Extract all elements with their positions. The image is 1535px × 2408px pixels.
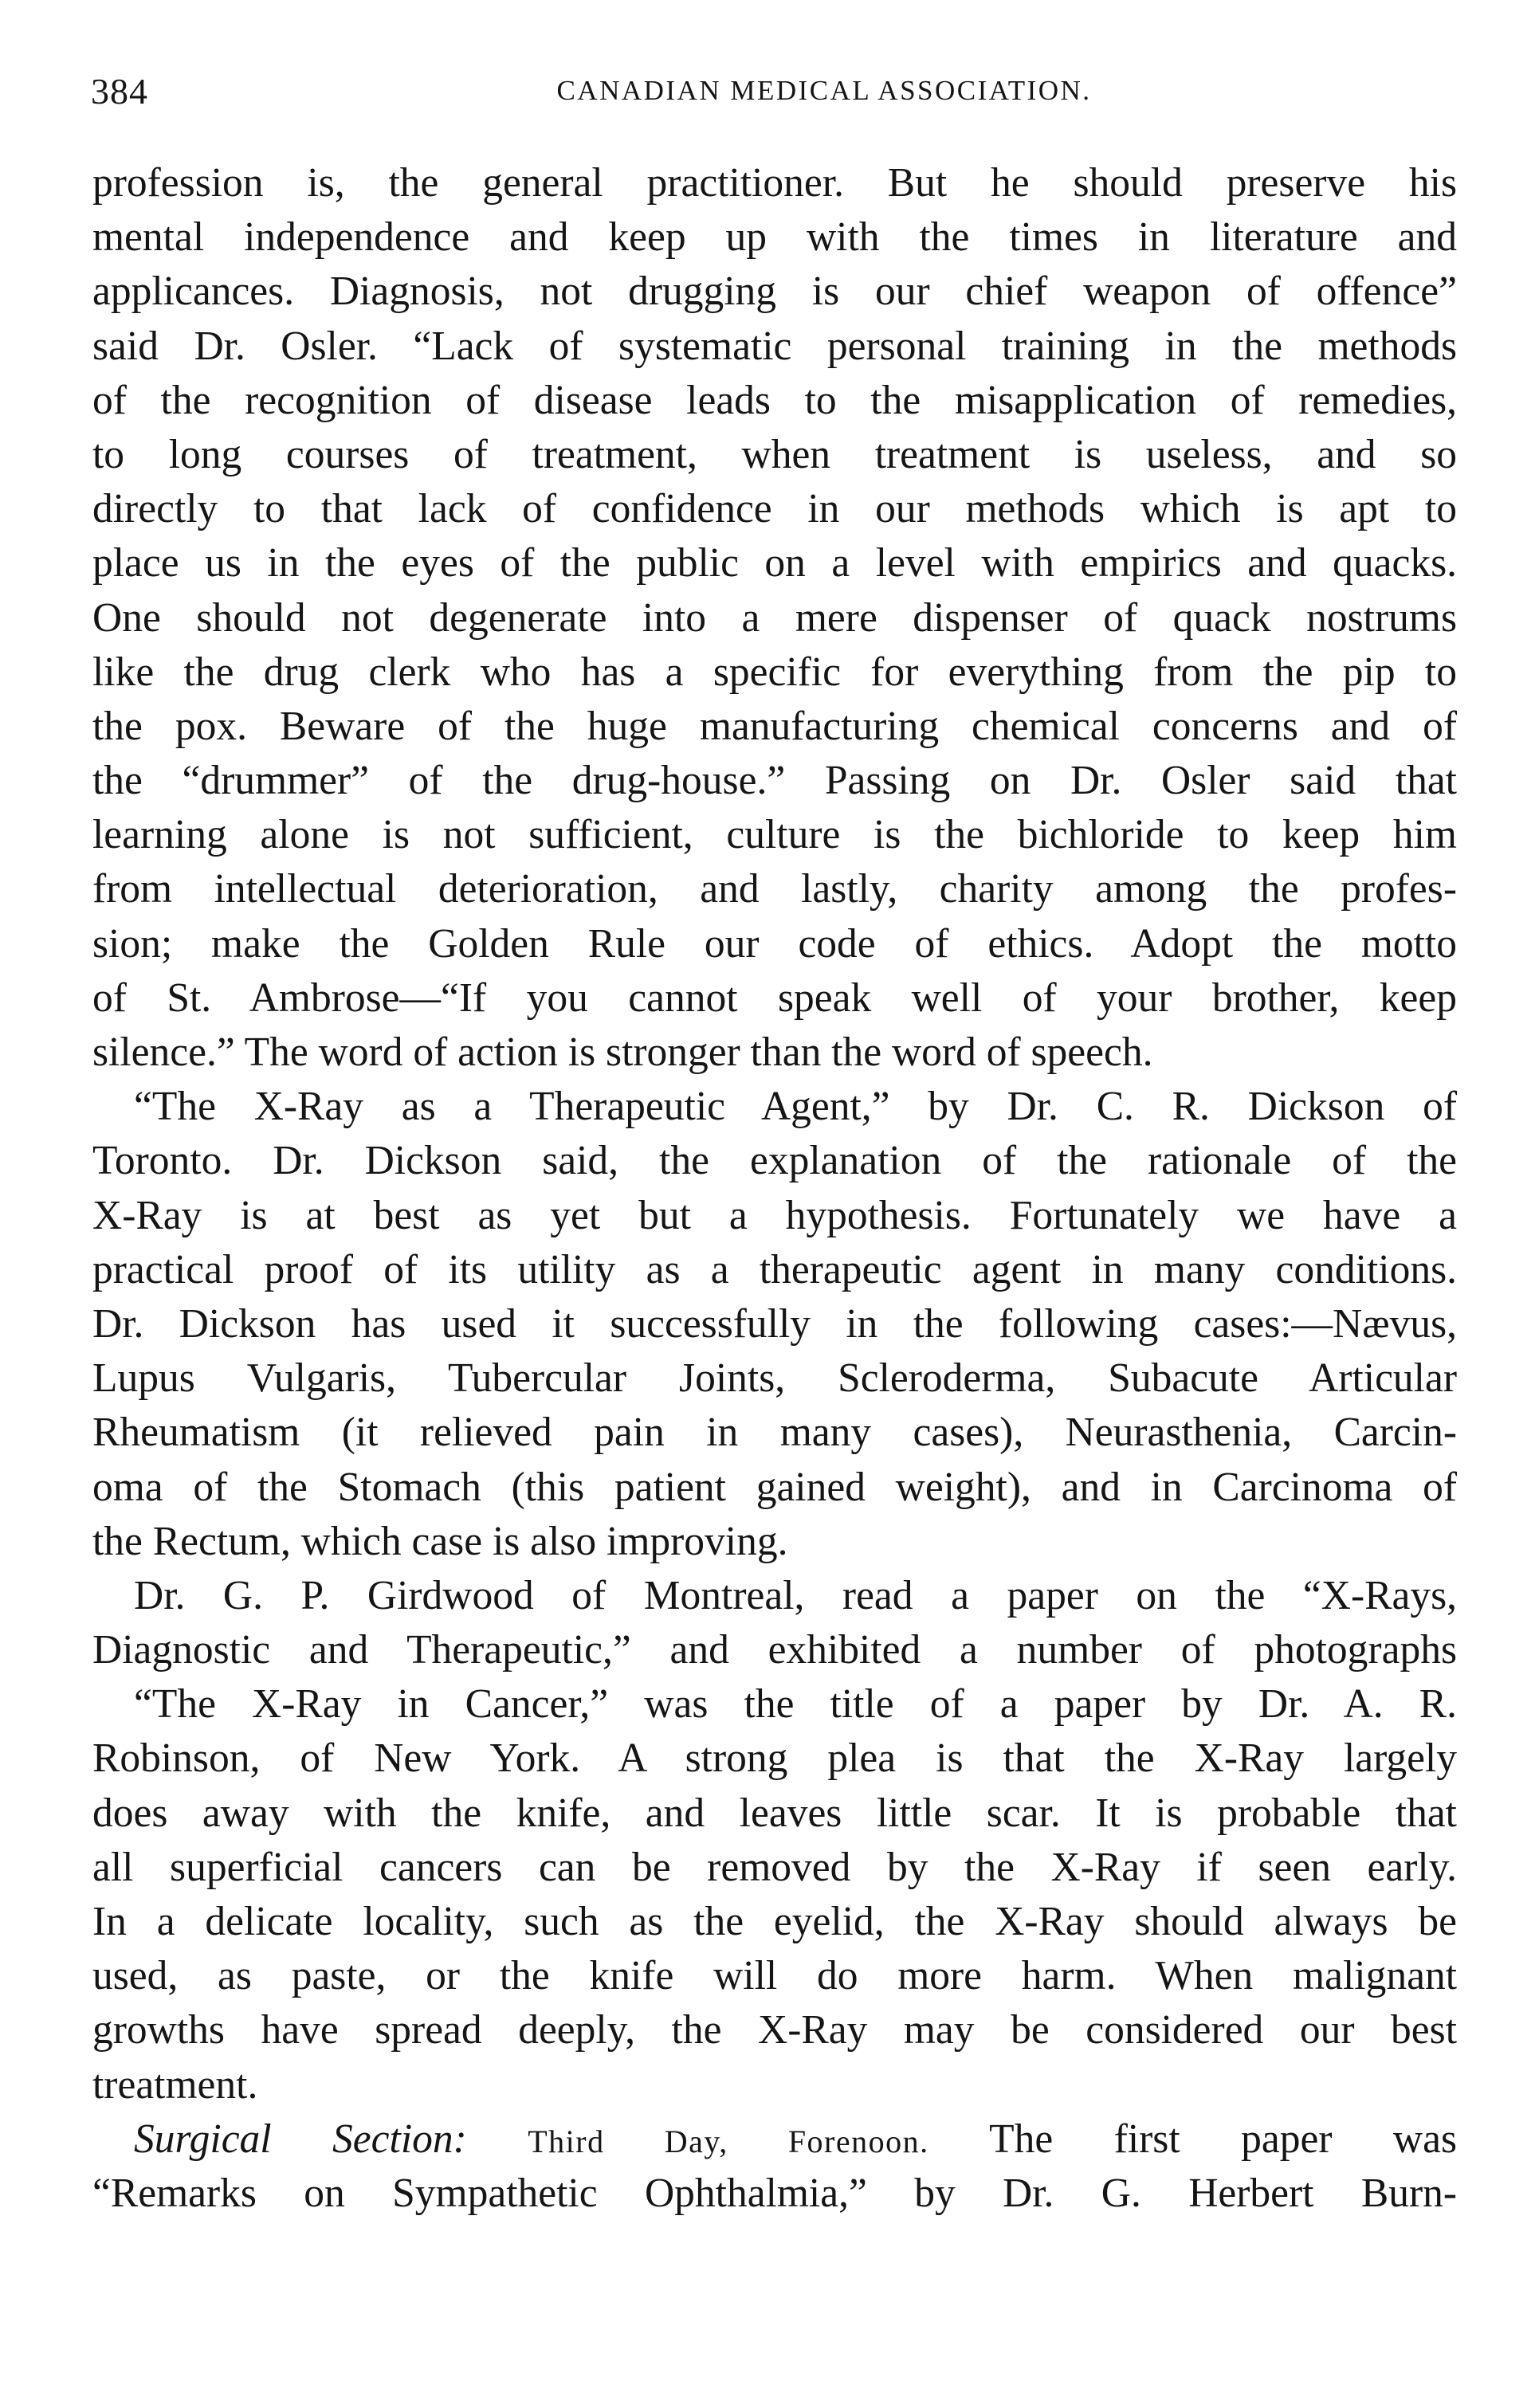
text-line: to long courses of treatment, when treatment is useless, and so: [92, 431, 1457, 477]
text-line: from intellectual deterioration, and lastly, charity among the profes-: [92, 866, 1457, 912]
text-line: mental independence and keep up with the times in literature and: [92, 214, 1457, 261]
text-line: treatment.: [92, 2061, 258, 2108]
page-number: 384: [91, 71, 148, 112]
text-line: Lupus Vulgaris, Tubercular Joints, Scleroderma, Subacute Articular: [92, 1355, 1457, 1402]
surgical-section-line: [92, 2112, 1457, 2167]
text-line: X-Ray is at best as yet but a hypothesis. Fortunately we have a: [92, 1192, 1457, 1238]
text-line: Dr. Dickson has used it successfully in the following cases:—Nævus,: [92, 1300, 1457, 1347]
text-line: the “drummer” of the drug-house.” Passing on Dr. Osler said that: [92, 758, 1457, 804]
text-line: like the drug clerk who has a specific for everything from the pip to: [92, 649, 1457, 695]
text-line: used, as paste, or the knife will do more harm. When malignant: [92, 1953, 1457, 1999]
text-line: oma of the Stomach (this patient gained weight), and in Carcinoma of: [92, 1464, 1457, 1510]
text-line: Rheumatism (it relieved pain in many cases), Neurasthenia, Carcin-: [92, 1410, 1457, 1456]
text-line: Dr. G. P. Girdwood of Montreal, read a paper on the “X-Rays,: [134, 1572, 1457, 1618]
text-line: directly to that lack of confidence in our methods which is apt to: [92, 486, 1457, 532]
text-line: said Dr. Osler. “Lack of systematic personal training in the methods: [92, 323, 1457, 369]
text-line: Diagnostic and Therapeutic,” and exhibited a number of photographs: [92, 1627, 1457, 1673]
text-line: “Remarks on Sympathetic Ophthalmia,” by Dr. G. Herbert Burn-: [92, 2170, 1457, 2216]
body-text: [92, 156, 1457, 2221]
text-line: the Rectum, which case is also improving.: [92, 1518, 788, 1564]
text-line: Robinson, of New York. A strong plea is that the X-Ray largely: [92, 1735, 1457, 1782]
text-line: Toronto. Dr. Dickson said, the explanation of the rationale of the: [92, 1138, 1457, 1184]
text-line: learning alone is not sufficient, culture is the bichloride to keep him: [92, 812, 1457, 858]
text-line: of the recognition of disease leads to the misapplication of remedies,: [92, 377, 1457, 423]
day-label: Third Day, Forenoon.: [528, 2123, 929, 2159]
text-line: sion; make the Golden Rule our code of ethics. Adopt the motto: [92, 920, 1457, 967]
text-line: does away with the knife, and leaves little scar. It is probable that: [92, 1790, 1457, 1836]
text-line: all superficial cancers can be removed by the X-Ray if seen early.: [92, 1844, 1457, 1890]
page-header: [91, 70, 1462, 126]
text-line: “The X-Ray in Cancer,” was the title of a paper by Dr. A. R.: [134, 1681, 1457, 1728]
section-label: Surgical Section:: [134, 2116, 467, 2162]
text-line: In a delicate locality, such as the eyelid, the X-Ray should always be: [92, 1899, 1457, 1944]
text-line: growths have spread deeply, the X-Ray may be considered our best: [92, 2007, 1457, 2053]
running-head: CANADIAN MEDICAL ASSOCIATION.: [556, 75, 1092, 106]
text-line: silence.” The word of action is stronger than the word of speech.: [92, 1029, 1153, 1075]
text-line: place us in the eyes of the public on a level with empirics and quacks.: [92, 540, 1457, 586]
text-line: of St. Ambrose—“If you cannot speak well of your brother, keep: [92, 975, 1457, 1021]
text-line: applicances. Diagnosis, not drugging is our chief weapon of offence”: [92, 269, 1457, 315]
text-line: profession is, the general practitioner. But he should preserve his: [92, 160, 1457, 206]
text-fragment: The first paper was: [989, 2116, 1458, 2162]
text-line: the pox. Beware of the huge manufacturing chemical concerns and of: [92, 703, 1457, 749]
text-line: “The X-Ray as a Therapeutic Agent,” by Dr. C. R. Dickson of: [134, 1084, 1457, 1130]
text-line: One should not degenerate into a mere dispenser of quack nostrums: [92, 594, 1457, 641]
text-line: practical proof of its utility as a therapeutic agent in many conditions.: [92, 1246, 1457, 1292]
